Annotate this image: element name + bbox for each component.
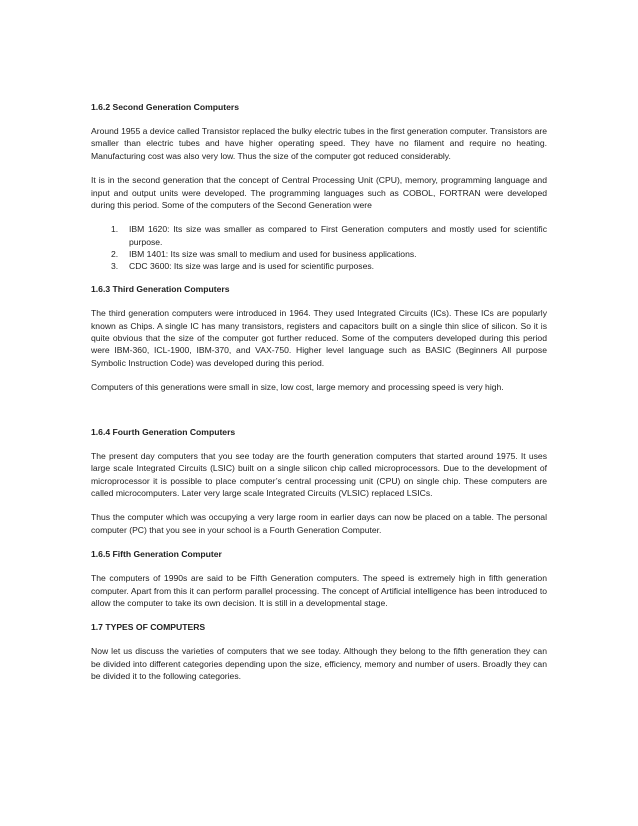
paragraph: The present day computers that you see today are the fourth generation computers that started around 1975. It uses large scale Integrated Circuits (LSIC) built on a single silicon chip called microprocessors. Due to the development of microprocessor it is possible to place computer’s central processing unit (CPU) on single chip. These computers are called microcomputers. Later very large scale Integrated Circuits (VLSIC) replaced LSICs. <box>91 450 547 498</box>
list-item-text: CDC 3600: Its size was large and is used for scientific purposes. <box>129 261 375 272</box>
list-item-text: IBM 1401: Its size was small to medium and used for business applications. <box>129 248 417 259</box>
list-item <box>91 260 547 272</box>
paragraph: It is in the second generation that the concept of Central Processing Unit (CPU), memory, programming language and input and output units were developed. The programming languages such as COBOL, FORTRAN were developed during this period. Some of the computers of the Second Generation were <box>91 175 547 211</box>
list-item-text: IBM 1620: Its size was smaller as compared to First Generation computers and mostly used for scientific purpose. <box>129 224 547 247</box>
section-heading-1-6-3: 1.6.3 Third Generation Computers <box>91 284 230 295</box>
document-page <box>91 101 547 695</box>
list-number: 3. <box>111 261 119 272</box>
list-item <box>91 223 547 247</box>
list-number: 1. <box>111 224 119 235</box>
list-item <box>91 248 547 260</box>
second-generation-computer-list <box>91 223 547 272</box>
section-heading-1-6-2: 1.6.2 Second Generation Computers <box>91 102 240 112</box>
section-heading-1-7: 1.7 TYPES OF COMPUTERS <box>91 622 206 633</box>
paragraph: The computers of 1990s are said to be Fifth Generation computers. The speed is extremely high in fifth generation computer. Apart from this it can perform parallel processing. The concept of Artificial intelligence has been introduced to allow the computer to take its own decision. It is still in a developmental stage. <box>91 573 547 608</box>
paragraph: Computers of this generations were small in size, low cost, large memory and processing speed is very high. <box>91 382 504 393</box>
spacer <box>91 406 547 426</box>
paragraph: Thus the computer which was occupying a very large room in earlier days can now be placed on a table. The personal computer (PC) that you see in your school is a Fourth Generation Computer. <box>91 512 547 535</box>
paragraph: Now let us discuss the varieties of computers that we see today. Although they belong to the fifth generation they can be divided into different categories depending upon the size, efficiency, memory and number of users. Broadly they can be divided it to the following categories. <box>91 646 547 682</box>
list-number: 2. <box>111 248 119 259</box>
paragraph: Around 1955 a device called Transistor replaced the bulky electric tubes in the first generation computer. Transistors are smaller than electric tubes and have higher operating speed. They have no filament and require no heating. Manufacturing cost was also very low. Thus the size of the computer got reduced considerably. <box>91 126 547 161</box>
section-heading-1-6-5: 1.6.5 Fifth Generation Computer <box>91 549 222 560</box>
section-heading-1-6-4: 1.6.4 Fourth Generation Computers <box>91 426 236 437</box>
paragraph: The third generation computers were introduced in 1964. They used Integrated Circuits (ICs). These ICs are popularly known as Chips. A single IC has many transistors, registers and capacitors built on a single thin slice of silicon. So it is quite obvious that the size of the computer got further reduced. Some of the computers developed during this period were IBM-360, ICL-1900, IBM-370, and VAX-750. Higher level language such as BASIC (Beginners All purpose Symbolic Instruction Code) was developed during this period. <box>91 308 547 368</box>
